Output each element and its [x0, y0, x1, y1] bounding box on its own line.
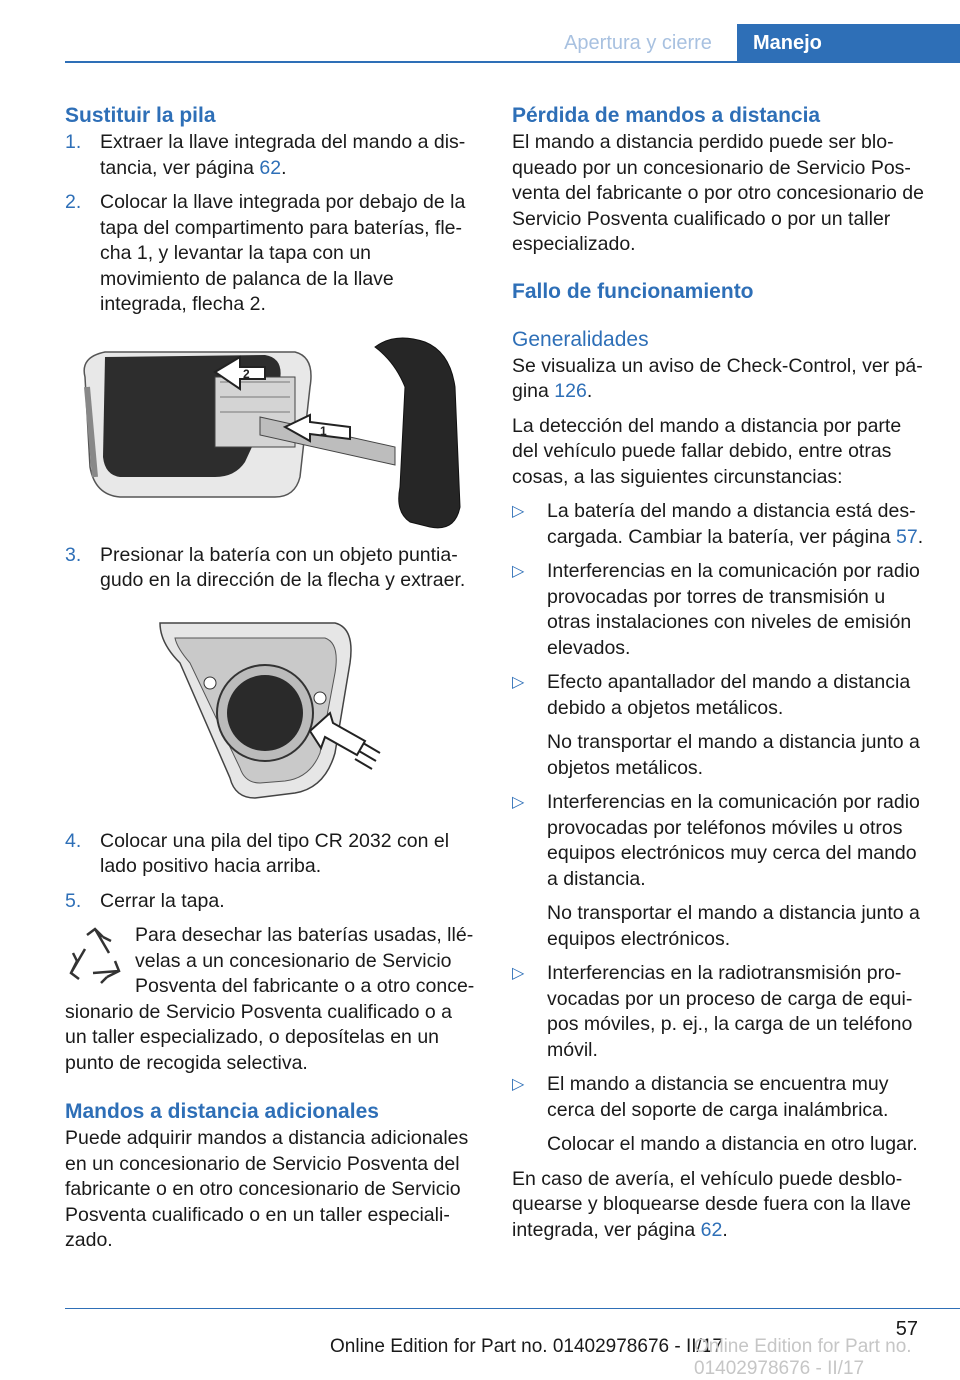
page-link[interactable]: 57: [896, 525, 918, 548]
key-removal-illustration: [65, 327, 475, 537]
battery-removal-illustration: [65, 603, 475, 823]
general-text: Se visualiza un aviso de Check-Control, ver pá‐gina 126.: [512, 354, 923, 402]
header-chapter-tab: Manejo: [737, 24, 960, 62]
recycle-icon: [65, 925, 125, 993]
step-3: [65, 543, 475, 594]
bullet-marker: ▷: [512, 503, 525, 520]
step-text: Colocar una pila del tipo CR 2032 con el lado positivo hacia arriba.: [100, 829, 450, 877]
svg-text:1: 1: [320, 423, 327, 438]
step-5: [65, 889, 475, 915]
step-number: 4.: [65, 829, 82, 852]
step-number: 1.: [65, 131, 82, 153]
battery-heading: Sustituir la pila: [65, 104, 216, 127]
step-1: 1. Extraer la llave integrada del mando a dis‐tancia, ver página 62.: [65, 131, 466, 179]
header-rule: [65, 61, 960, 63]
page-link[interactable]: 126: [554, 380, 587, 402]
bullet-item: ▷ Interferencias en la comunicación por radio provocadas por teléfonos móviles u otros equipos electrónicos muy cerca del mando a distancia.: [512, 791, 920, 890]
additional-remotes-heading: Mandos a distancia adicionales: [65, 1100, 379, 1123]
bullet-item: ▷ Interferencias en la radiotransmisión pro‐vocadas por un proceso de carga de equi‐pos móviles, p. ej., la carga de un teléfono móvil.: [512, 962, 913, 1061]
step-text: Presionar la batería con un objeto puntia‐gudo en la dirección de la flecha y extraer.: [100, 543, 466, 591]
additional-remotes-text: Puede adquirir mandos a distancia adicionales en un concesionario de Servicio Posventa del fabricante o en otro concesionario de Servicio Posventa cualificado o en un taller especiali‐zado.: [65, 1127, 469, 1251]
bullet-subtext: No transportar el mando a distancia junto a objetos metálicos.: [547, 731, 920, 779]
failure-text: En caso de avería, el vehículo puede desblo‐quearse y bloquearse desde fuera con la llave integrada, ver página 62.: [512, 1167, 911, 1241]
left-column: [65, 102, 475, 1254]
page-number: 57: [895, 1318, 918, 1340]
bullet-item: ▷ La batería del mando a distancia está des‐cargada. Cambiar la batería, ver página 57.: [512, 500, 924, 548]
bullet-marker: ▷: [512, 794, 525, 811]
recycle-text: Para desechar las baterías usadas, llé‐velas a un concesionario de Servicio Posventa del fabricante o a otro conce‐sionario de Servicio Posventa cualificado o a un taller especializado, o deposítelas en un punto de recogida selectiva.: [65, 924, 475, 1074]
bullet-subtext: Colocar el mando a distancia en otro lugar.: [547, 1133, 918, 1155]
bullet-marker: ▷: [512, 965, 525, 982]
loss-text: El mando a distancia perdido puede ser blo‐queado por un concesionario de Servicio Pos‐venta del fabricante o por otro concesionario de Servicio Posventa cualificado o por un taller especializado.: [512, 131, 924, 255]
bullet-marker: ▷: [512, 674, 525, 691]
step-2: [65, 190, 475, 318]
footer-rule: [65, 1308, 960, 1309]
step-number: 3.: [65, 543, 82, 566]
bullet-subtext: No transportar el mando a distancia junto a equipos electrónicos.: [547, 902, 920, 950]
step-4: [65, 829, 475, 880]
detection-text: La detección del mando a distancia por parte del vehículo puede fallar debido, entre otras cosas, a las siguientes circunstancias:: [512, 414, 902, 488]
loss-heading: Pérdida de mandos a distancia: [512, 104, 821, 127]
page-link[interactable]: 62: [700, 1218, 723, 1241]
step-text: Cerrar la tapa.: [100, 889, 225, 912]
step-text: Colocar la llave integrada por debajo de la tapa del compartimento para baterías, fle‐cha 1, y levantar la tapa con un movimiento de palanca de la llave integrada, flecha 2.: [100, 191, 466, 315]
footer-edition: Online Edition for Part no. 01402978676 - II/17: [330, 1336, 723, 1357]
recycling-note: [65, 923, 475, 1076]
bullet-marker: ▷: [512, 563, 525, 580]
bullet-marker: ▷: [512, 1076, 525, 1093]
header-section-tab: Apertura y cierre: [564, 32, 712, 54]
watermark: Online Edition for Part no. 01402978676 - II/17: [694, 1336, 912, 1379]
bullet-item: ▷ El mando a distancia se encuentra muy cerca del soporte de carga inalámbrica.: [512, 1073, 889, 1121]
right-column: [512, 102, 930, 1243]
bullet-item: ▷ Interferencias en la comunicación por radio provocadas por torres de transmisión u otras instalaciones con niveles de emisión elevados.: [512, 560, 920, 659]
general-heading: Generalidades: [512, 327, 649, 351]
step-text: Extraer la llave integrada del mando a dis‐tancia, ver página: [100, 131, 466, 179]
step-number: 2.: [65, 191, 82, 213]
bullet-item: ▷ Efecto apantallador del mando a distancia debido a objetos metálicos.: [512, 671, 911, 719]
malfunction-heading: Fallo de funcionamiento: [512, 279, 754, 303]
step-number: 5.: [65, 889, 82, 912]
page-link[interactable]: 62: [259, 156, 282, 179]
svg-text:2: 2: [243, 366, 250, 381]
